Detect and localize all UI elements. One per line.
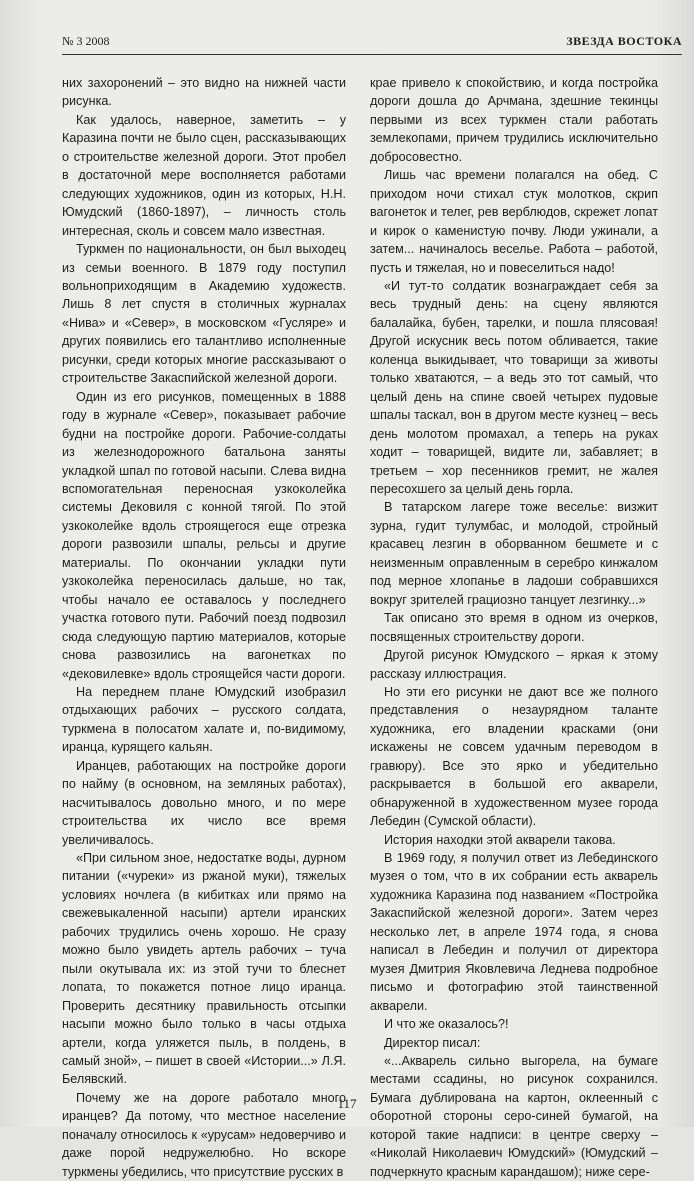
paragraph: Директор писал: <box>384 1035 481 1050</box>
paragraph: крае привело к спокойствию, и когда постройка дороги дошла до Арчмана, здешние текинцы первыми из всех туркмен стали работать землекопами, причем трудились исключительно добросовестно. <box>370 76 658 164</box>
paragraph: Но эти его рисунки не дают все же полного представления о незаурядном таланте художника, его владении красками (они искажены не совсем удачным переводом в гравюру). Все это ярко и убедительно раскрывается в большой его акварели, обнаруженной в художественном музее города Лебедин (Сумской области). <box>370 684 658 829</box>
paragraph: «И тут-то солдатик вознаграждает себя за весь трудный день: на сцену являются балалайка, бубен, тарелки, и пошла плясовая! Другой искусник весь потом обливается, такие коленца выкидывает, что товарищи за животы только хватаются, – а ведь это тот самый, что целый день на спине своей четырех пудовые шпалы таскал, вон в другом месте кузнец – весь день молотом промахал, а теперь на руках ходит – товарищей, видите ли, забавляет; в третьем – хор песенников гремит, не жалея пересохшего за целый день горла. <box>370 278 658 496</box>
left-column <box>62 74 346 1179</box>
paragraph: Почему же на дороге работало много иранцев? Да потому, что местное население поначалу относилось к «урусам» недоверчиво и даже порой недружелюбно. Но вскоре туркмены убедились, что присутствие русских в <box>62 1090 346 1179</box>
paragraph: Туркмен по национальности, он был выходец из семьи военного. В 1879 году поступил вольноприходящим в Академию художеств. Лишь 8 лет спустя в столичных журналах «Нива» и «Север», в московском «Гусляре» и других появились его талантливо исполненные рисунки, среди которых многие рассказывают о строительстве Закаспийской железной дороги. <box>62 242 346 386</box>
paragraph: Другой рисунок Юмудского – яркая к этому рассказу иллюстрация. <box>370 648 658 681</box>
running-header <box>62 30 682 55</box>
paragraph: На переднем плане Юмудский изобразил отдыхающих рабочих – русского солдата, туркмена в полосатом халате и, по-видимому, иранца, курящего кальян. <box>62 684 346 755</box>
paragraph: «...Акварель сильно выгорела, на бумаге местами ссадины, но рисунок сохранился. Бумага дублирована на картон, оклеенный с оборотной стороны серо-синей бумагой, на которой такие надписи: в центре сверху – «Николай Николаевич Юмудский» (Юмудский – подчеркнуто красным карандашом); ниже сере- <box>370 1054 658 1179</box>
paragraph: «При сильном зное, недостатке воды, дурном питании («чуреки» из ржаной муки), тяжелых условиях ночлега (в кибитках или прямо на свежевыкаленной насыпи) артели иранских рабочих трудились очень хорошо. Не сразу можно было увидеть артель рабочих – туча пыли окутывала их: из этой тучи то блеснет лопата, то покажется потное лицо иранца. Проверить десятнику правильность отсыпки насыпи можно было только в часы отдыха артели, когда уляжется пыль, в полдень, в самый зной», – пишет в своей «Истории...» Л.Я. Белявский. <box>62 851 346 1087</box>
paragraph: Так описано это время в одном из очерков, посвященных строительству дороги. <box>370 611 658 644</box>
paragraph: История находки этой акварели такова. <box>384 832 616 847</box>
paragraph: И что же оказалось?! <box>384 1017 509 1032</box>
right-column <box>370 74 658 1179</box>
paragraph: Один из его рисунков, помещенных в 1888 году в журнале «Север», показывает рабочие будни на постройке дороги. Рабочие-солдаты из железнодорожного батальона заняты укладкой шпал по готовой насыпи. Слева видна вспомогательная переносная узкоколейка системы Дековиля с конной тягой. По этой узкоколейке вдоль строящегося еще отрезка дороги развозили шпалы, рельсы и другие материалы. По окончании укладки пути узкоколейка переносилась дальше, но так, чтобы начало ее оставалось у последнего участка готового пути. Рабочий поезд подвозил сюда следующую партию материалов, которые снова развозились на вагонетках по «дековилевке» вдоль строящейся части дороги. <box>62 389 346 681</box>
paragraph: Как удалось, наверное, заметить – у Каразина почти не было сцен, рассказывающих о строительстве железной дороги. Этот пробел в достаточной мере восполняется работами следующих художников, один из которых, Н.Н. Юмудский (1860-1897), – личность столь интересная, сколь и совсем мало известная. <box>62 112 346 238</box>
issue-number: № 3 2008 <box>62 34 110 48</box>
paragraph: Лишь час времени полагался на обед. С приходом ночи стихал стук молотков, скрип вагонеток и телег, рев верблюдов, скрежет лопат и кирок о каменистую почву. Люди ужинали, а затем... начиналось веселье. Работа – работой, пусть и тяжелая, но и повеселиться надо! <box>370 168 658 275</box>
magazine-title: ЗВЕЗДА ВОСТОКА <box>566 34 682 48</box>
paragraph: них захоронений – это видно на нижней части рисунка. <box>62 76 346 109</box>
paragraph: Иранцев, работающих на постройке дороги по найму (в основном, на земляных работах), насчитывалось довольно много, и по мере строительства их число все время увеличивалось. <box>62 758 346 847</box>
paragraph: В 1969 году, я получил ответ из Лебединского музея о том, что в их собрании есть акварель художника Каразина под названием «Постройка Закаспийской железной дороги». Затем через несколько лет, в апреле 1974 года, я снова написал в Лебедин и получил от директора музея Дмитрия Яковлевича Леднева подробное письмо и фотографию этой таинственной акварели. <box>370 851 658 1013</box>
page-number: 117 <box>337 1096 357 1111</box>
paragraph: В татарском лагере тоже веселье: визжит зурна, гудит тулумбас, и молодой, стройный красавец лезгин в оборванном бешмете и с неизменным оправленным в серебро кинжалом под мерное хлопанье в ладоши собравшихся вокруг зрителей грациозно танцует лезгинку...» <box>370 500 658 607</box>
